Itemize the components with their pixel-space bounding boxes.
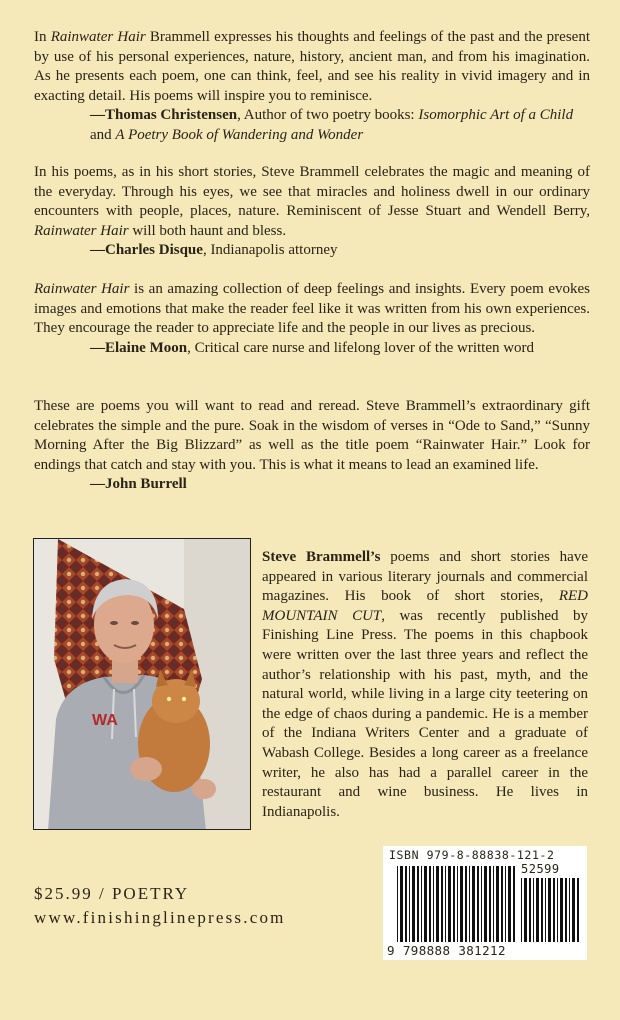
barcode-bar: [429, 866, 431, 942]
author-name: Steve Brammell’s: [262, 549, 381, 565]
barcode-bar: [548, 878, 551, 942]
barcode-bar: [421, 866, 422, 942]
review-attribution: —John Burrell: [90, 476, 187, 493]
barcode-bar: [560, 878, 563, 942]
author-bio: Steve Brammell’s poems and short stories have appeared in various literary journals and commercial magazines. His book of short stories, RED MOUNTAIN CUT, was recently published by Finishing Line Press. The poems in this chapbook were written over the last three years and reflect the author’s relationship with his past, myth, and the natural world, while living in a large city teetering on the edge of chaos during a pandemic. He is a member of the Indiana Writers Center and a graduate of Wabash College. Besides a long career as a freelance writer, he also has had a parallel career in the restaurant and wine business. He lives in Indianapolis.: [262, 549, 588, 820]
barcode-bar: [521, 878, 522, 942]
barcode-bar: [465, 866, 467, 942]
barcode-bar: [565, 878, 567, 942]
barcode-bar: [397, 866, 398, 942]
barcode-bar: [460, 866, 463, 942]
barcode-bar: [493, 866, 494, 942]
review-text: In Rainwater Hair Brammell expresses his thoughts and feelings of the past and the present by use of his personal experiences, nature, history, ancient man, and from his imagination. As he presents each poem, one can think, feel, and see his reality in vivid imagery and in exacting detail. His poems will inspire you to reminisce.: [34, 29, 590, 104]
barcode-bar: [489, 866, 491, 942]
barcode-bar: [572, 878, 575, 942]
barcode-bar: [400, 866, 403, 942]
barcode-bar: [469, 866, 470, 942]
barcode-bar: [445, 866, 446, 942]
barcode-bar: [557, 878, 558, 942]
author-portrait-illustration: [34, 539, 251, 830]
barcode-bar: [541, 878, 543, 942]
barcode-bar: [529, 878, 531, 942]
barcode-bar: [472, 866, 475, 942]
review-text: These are poems you will want to read and reread. Steve Brammell’s extraordinary gift celebrates the simple and the pure. Soak in the wisdom of verses in “Ode to Sand,” “Sunny Morning After the Big Blizzard” as well as the title poem “Rainwater Hair.” Look for endings that catch and stay with you. This is what it means to lead an examined life.: [34, 398, 590, 473]
barcode-bar: [424, 866, 427, 942]
barcode-bar: [508, 866, 511, 942]
barcode-bar: [409, 866, 410, 942]
review-attribution: —Charles Disque, Indianapolis attorney: [90, 242, 338, 259]
barcode-bar: [448, 866, 451, 942]
barcode-bar: [569, 878, 570, 942]
review-blurb-3: [34, 280, 590, 358]
barcode-digits: 9 798888 381212: [387, 943, 506, 958]
isbn-label: ISBN 979-8-88838-121-2: [389, 848, 555, 862]
barcode-bar: [481, 866, 482, 942]
barcode-bar: [505, 866, 506, 942]
barcode-bar: [533, 878, 534, 942]
barcode-bar: [457, 866, 458, 942]
review-blurb-2: [34, 163, 590, 261]
barcode-bar: [545, 878, 546, 942]
author-photo: [33, 538, 251, 830]
barcode-bar: [501, 866, 503, 942]
barcode-bar: [412, 866, 415, 942]
barcode-bar: [433, 866, 434, 942]
review-blurb-4: [34, 397, 590, 495]
barcode-bar: [453, 866, 455, 942]
barcode-bar: [484, 866, 487, 942]
barcode-bar: [477, 866, 479, 942]
review-attribution: —Thomas Christensen, Author of two poetry books: Isomorphic Art of a Child and A Poetry Book of Wandering and Wonder: [90, 107, 574, 143]
barcode-bar: [553, 878, 555, 942]
barcode-bar: [417, 866, 419, 942]
barcode-bar: [441, 866, 443, 942]
isbn-barcode: [383, 846, 587, 960]
barcode-bar: [496, 866, 499, 942]
barcode-bar: [513, 866, 515, 942]
publisher-website: www.finishinglinepress.com: [34, 908, 286, 927]
review-text: Rainwater Hair is an amazing collection of deep feelings and insights. Every poem evokes images and emotions that make the reader feel like it was written from his own experiences. They encourage the reader to appreciate life and the people in our lives as precious.: [34, 281, 590, 337]
svg-text:WA: WA: [92, 712, 118, 729]
review-attribution: —Elaine Moon, Critical care nurse and lifelong lover of the written word: [90, 339, 535, 356]
barcode-bar: [536, 878, 539, 942]
barcode-bar: [436, 866, 439, 942]
price-category: $25.99 / POETRY: [34, 884, 190, 903]
barcode-bar: [405, 866, 407, 942]
barcode-bar: [524, 878, 527, 942]
review-blurb-1: [34, 28, 590, 146]
price-addon-code: 52599: [521, 862, 560, 876]
barcode-bar: [577, 878, 579, 942]
review-text: In his poems, as in his short stories, Steve Brammell celebrates the magic and meaning of the everyday. Through his eyes, we see that miracles and holiness dwell in our ordinary encounters with people, places, nature. Reminiscent of Jesse Stuart and Wendell Berry, Rainwater Hair will both haunt and bless.: [34, 164, 590, 239]
